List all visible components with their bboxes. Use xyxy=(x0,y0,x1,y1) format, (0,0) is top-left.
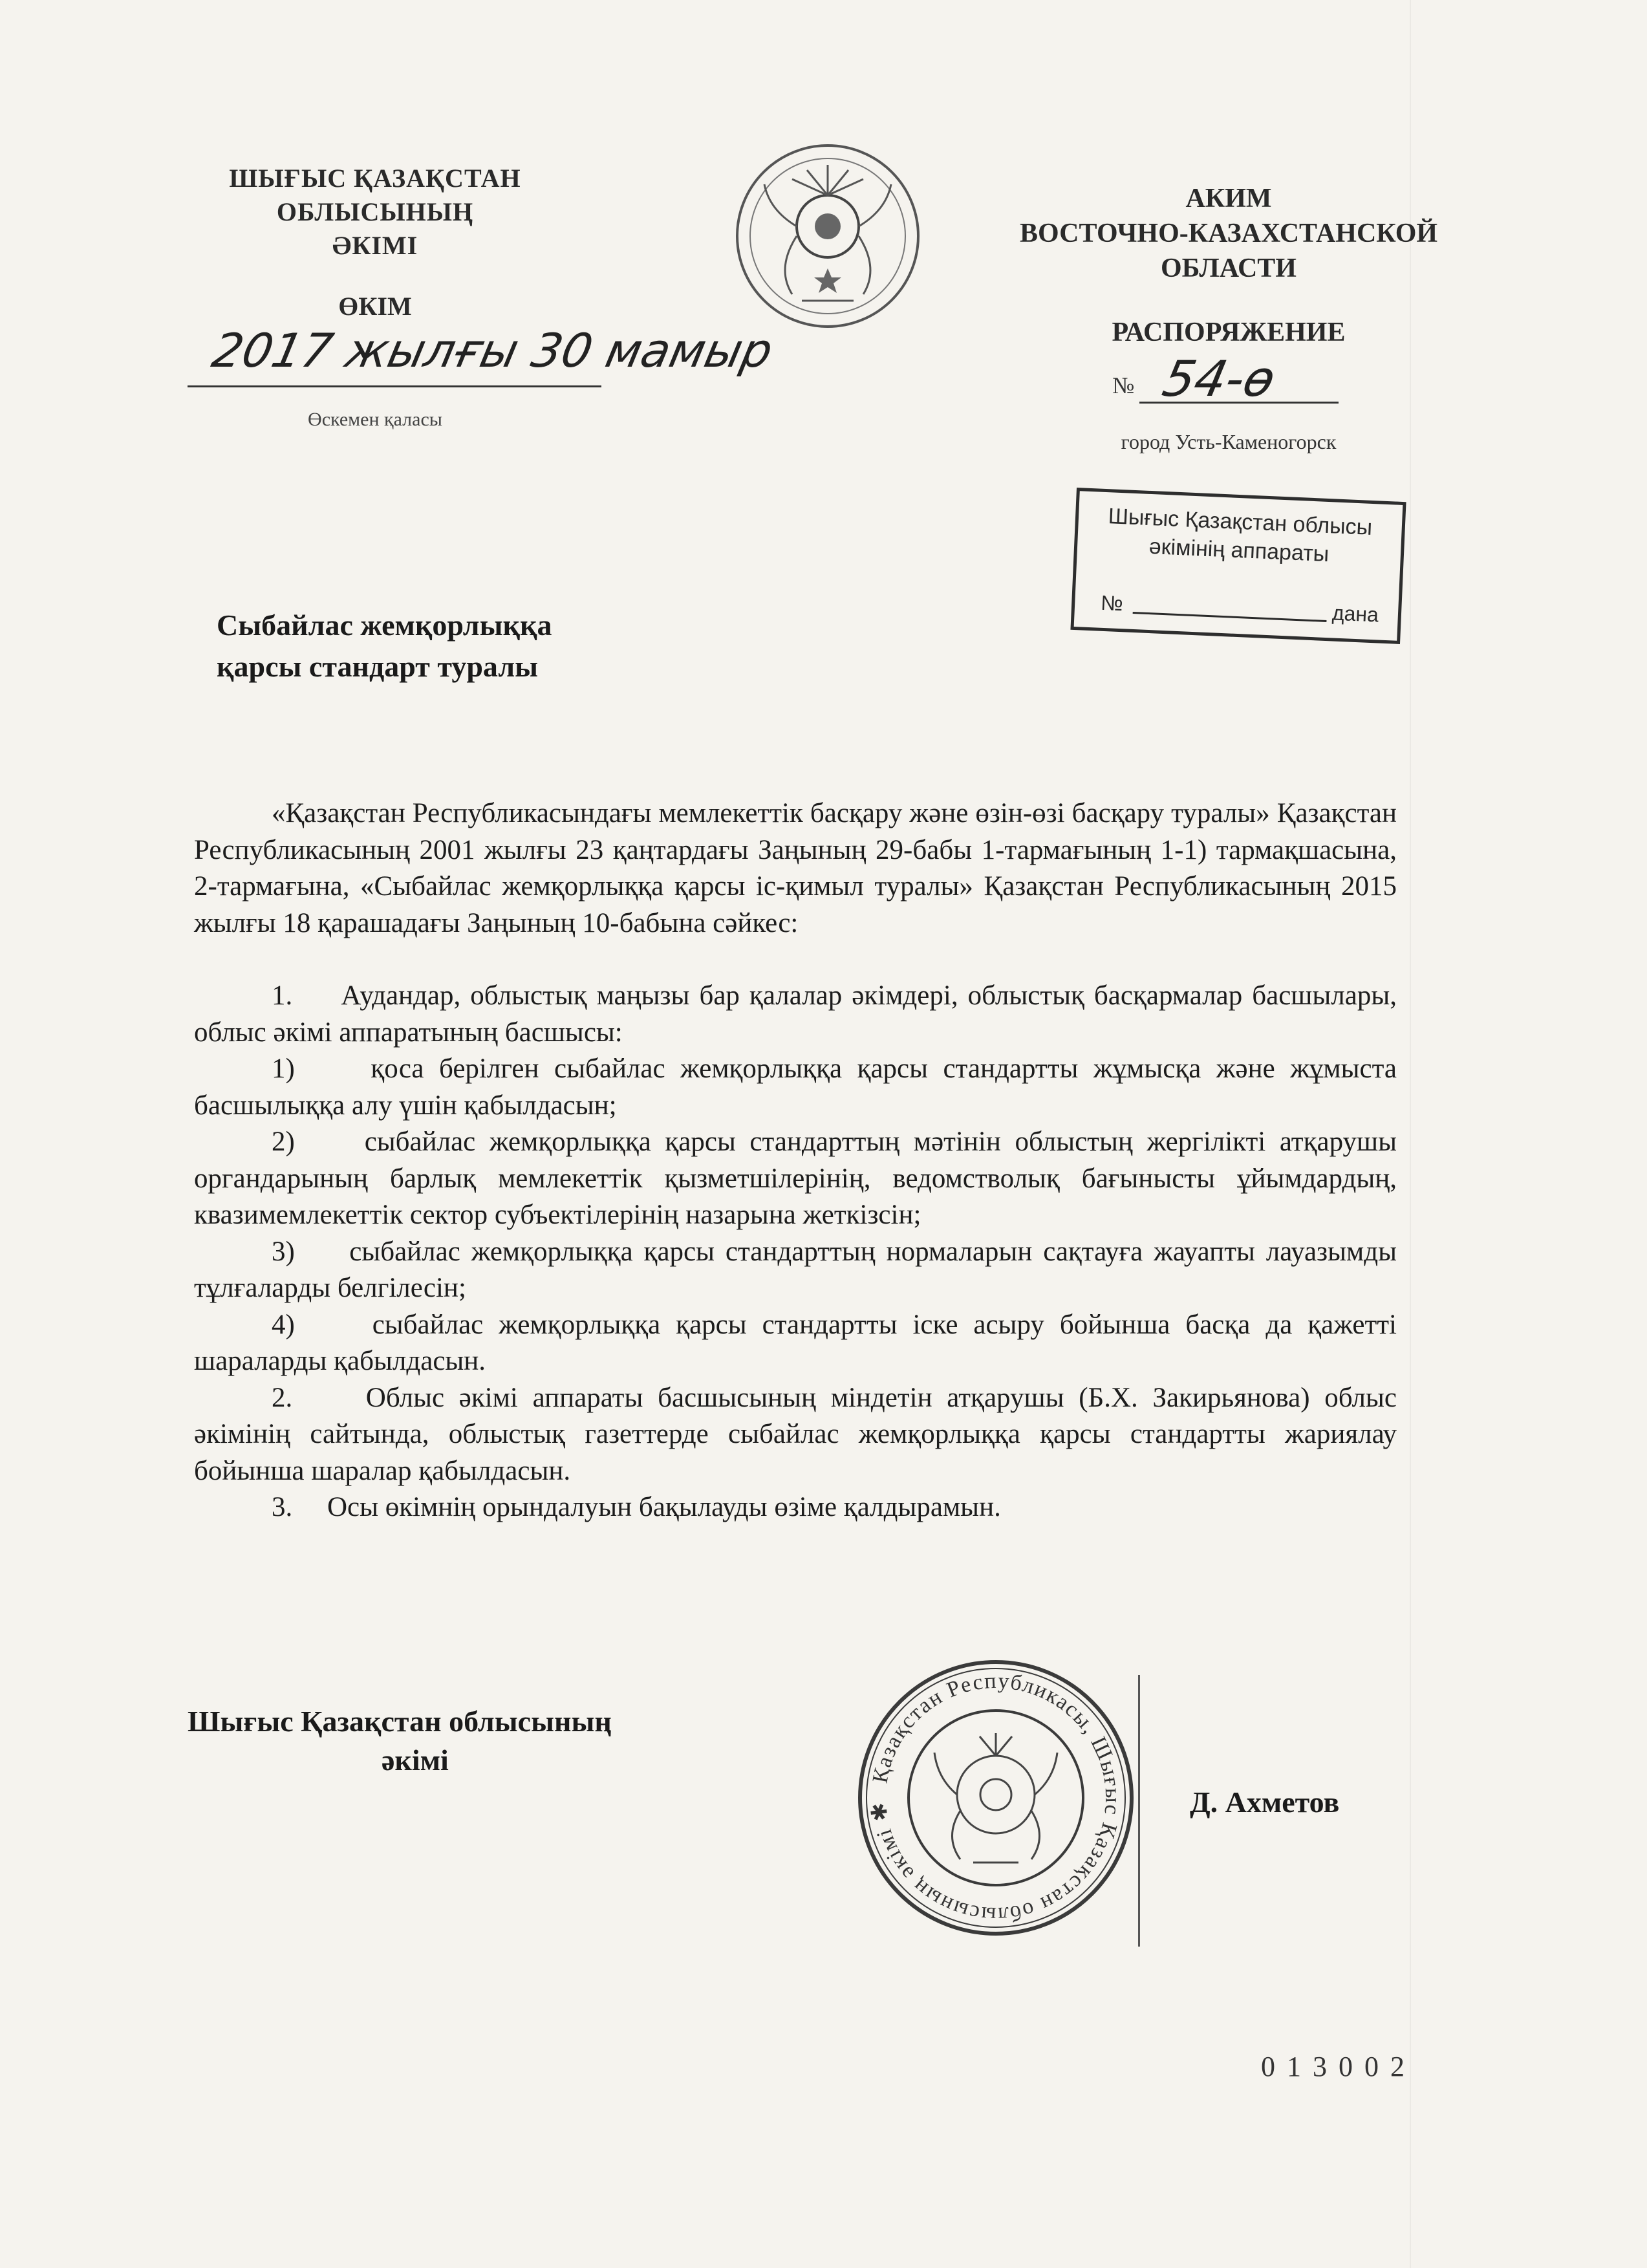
header-kazakh-line: ШЫҒЫС ҚАЗАҚСТАН xyxy=(229,164,521,193)
header-kazakh-line: ӘКІМІ xyxy=(332,231,418,260)
signatory-name: Д. Ахметов xyxy=(1190,1786,1340,1819)
stamp-line: әкімінің аппараты xyxy=(1148,534,1330,567)
signature-stroke xyxy=(1138,1675,1140,1947)
stamp-line: Шығыс Қазақстан облысы xyxy=(1108,504,1373,540)
signatory-title-line: әкімі xyxy=(382,1744,449,1777)
header-russian-line: АКИМ xyxy=(1185,184,1272,213)
serial-number: 013002 xyxy=(1261,2051,1416,2082)
stamp-underline xyxy=(1133,612,1327,622)
subject-line: Сыбайлас жемқорлыққа xyxy=(217,609,552,642)
body-item: 1) қоса берілген сыбайлас жемқорлыққа қарсы стандартты жұмысқа және жұмыста басшылыққа алу үшін қабылдасын; xyxy=(194,1053,1397,1121)
stamp-number-label: № xyxy=(1100,590,1124,616)
preamble-paragraph: «Қазақстан Республикасындағы мемлекеттік басқару және өзін-өзі басқару туралы» Қазақстан Республикасының 2001 жылғы 23 қаңтардағы Заңының 29-бабы 1-тармағының 1-1) тармақшасына, 2-тармағына, «Сыбайлас жемқорлыққа қарсы іс-қимыл туралы» Қазақстан Республикасының 2015 жылғы 18 қарашадағы Заңының 10-бабына сәйкес: xyxy=(194,798,1397,938)
body-item: 4) сыбайлас жемқорлыққа қарсы стандартты іске асыру бойынша басқа да қажетті шараларды қабылдасын. xyxy=(194,1309,1397,1376)
body-item: 2. Облыс әкімі аппараты басшысының міндетін атқарушы (Б.Х. Закирьянова) облыс әкімінің сайтында, облыстық газеттерде сыбайлас жемқорлыққа қарсы стандартты жариялау бойынша шаралар қабылдасын. xyxy=(194,1382,1397,1486)
signatory-title xyxy=(188,1702,770,1780)
document-subject xyxy=(217,605,734,687)
body-item: 1. Аудандар, облыстық маңызы бар қалалар әкімдері, облыстық басқармалар басшылары, облыс әкімі аппаратының басшысы: xyxy=(194,980,1397,1048)
body-item: 3. Осы өкімнің орындалуын бақылауды өзіме қалдырамын. xyxy=(272,1492,1001,1522)
seal-ring-text: Қазақстан Республикасы, Шығыс Қазақстан облысының әкімі ✱ xyxy=(867,1669,1125,1927)
header-kazakh-line: ОБЛЫСЫНЫҢ xyxy=(276,197,474,226)
stamp-number-row xyxy=(1100,589,1379,627)
doc-type-kazakh: ӨКІМ xyxy=(338,292,412,321)
header-russian-line: ОБЛАСТИ xyxy=(1161,254,1297,283)
state-emblem-icon xyxy=(731,139,925,333)
header-russian-line: ВОСТОЧНО-КАЗАХСТАНСКОЙ xyxy=(1019,219,1438,248)
number-sign: № xyxy=(1112,373,1135,398)
header-kazakh xyxy=(194,162,556,263)
signatory-title-line: Шығыс Қазақстан облысының xyxy=(188,1705,612,1738)
handwritten-number: 54-ө xyxy=(1157,350,1281,407)
date-field xyxy=(188,323,778,387)
header-russian xyxy=(989,181,1468,286)
official-seal-icon xyxy=(854,1656,1138,1940)
subject-line: қарсы стандарт туралы xyxy=(217,650,539,683)
stamp-quantity-label: дана xyxy=(1331,601,1379,627)
body-item: 3) сыбайлас жемқорлыққа қарсы стандарттың нормаларын сақтауға жауапты лауазымды тұлғаларды белгілесін; xyxy=(194,1236,1397,1303)
doc-type-russian: РАСПОРЯЖЕНИЕ xyxy=(1112,318,1346,347)
handwritten-date: 2017 жылғы 30 мамыр xyxy=(208,323,778,378)
document-body xyxy=(194,795,1397,1526)
city-kazakh: Өскемен қаласы xyxy=(308,409,442,430)
body-item: 2) сыбайлас жемқорлыққа қарсы стандарттың мәтінін облыстың жергілікті атқарушы органдарының барлық мемлекеттік қызметшілерінің, ведомстволық бағынысты ұйымдардың, квазимемлекеттік сектор субъектілерінің назарына жеткізсін; xyxy=(194,1127,1397,1230)
document-number-field xyxy=(1112,350,1339,407)
registration-stamp xyxy=(1070,488,1406,644)
city-russian: город Усть-Каменогорск xyxy=(1121,430,1337,453)
